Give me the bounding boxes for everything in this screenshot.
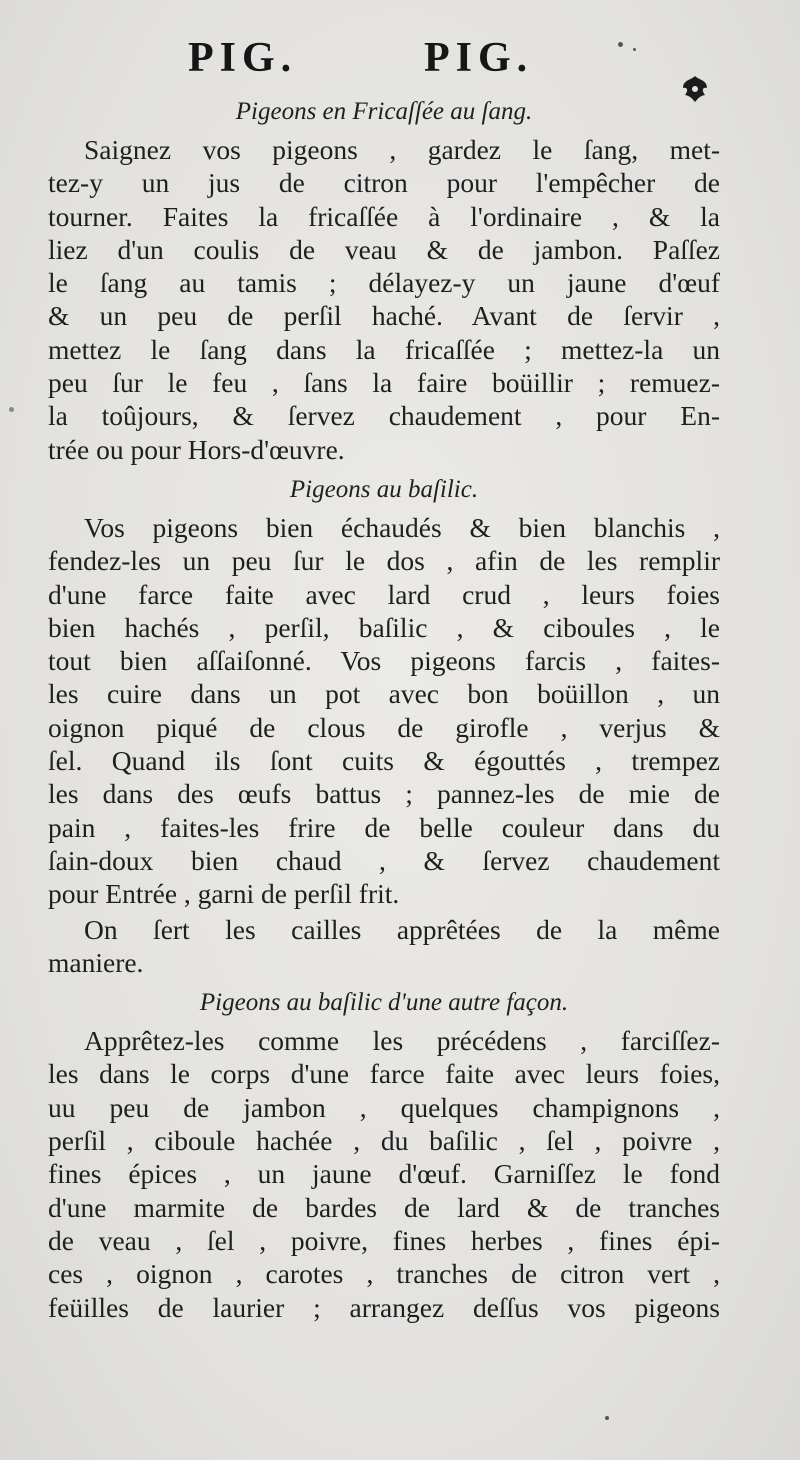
text-line: liez d'un coulis de veau & de jambon. Paſſez <box>48 233 720 265</box>
text-line: ces , oignon , carotes , tranches de citron vert , <box>48 1258 720 1290</box>
text-line: tez-y un jus de citron pour l'empêcher de <box>48 167 720 199</box>
recipe-paragraph <box>48 1024 720 1324</box>
recipe-paragraph <box>48 133 720 466</box>
text-line: tourner. Faites la fricaſſée à l'ordinaire , & la <box>48 200 720 232</box>
text-line: ſain-doux bien chaud , & ſervez chaudement <box>48 844 720 876</box>
text-line: la toûjours, & ſervez chaudement , pour En- <box>48 400 720 432</box>
text-line: & un peu de perſil haché. Avant de ſervir , <box>48 300 720 332</box>
recipe-text <box>48 90 720 1324</box>
text-line: les dans le corps d'une farce faite avec leurs foies, <box>48 1058 720 1090</box>
recipe-heading: Pigeons au baſilic d'une autre façon. <box>199 989 569 1017</box>
recipe-paragraph <box>48 511 720 911</box>
text-line: fendez-les un peu ſur le dos , afin de les remplir <box>48 545 720 577</box>
ink-speck <box>618 42 623 47</box>
text-line: pain , faites-les frire de belle couleur dans du <box>48 811 720 843</box>
text-line: les dans des œufs battus ; pannez-les de mie de <box>48 778 720 810</box>
text-line: oignon piqué de clous de girofle , verjus & <box>48 711 720 743</box>
text-line: peu ſur le feu , ſans la faire boüillir ; remuez- <box>48 367 720 399</box>
text-line: le ſang au tamis ; délayez-y un jaune d'œuf <box>48 267 720 299</box>
text-line: perſil , ciboule hachée , du baſilic , ſel , poivre , <box>48 1125 720 1157</box>
paper-speck <box>605 1416 609 1420</box>
recipe-section <box>48 981 720 1324</box>
text-line: maniere. <box>48 946 144 978</box>
text-line: tout bien aſſaiſonné. Vos pigeons farcis , faites- <box>48 645 720 677</box>
text-line: Vos pigeons bien échaudés & bien blanchis , <box>84 511 720 543</box>
text-line: trée ou pour Hors-d'œuvre. <box>48 433 345 465</box>
recipe-section <box>48 468 720 979</box>
recipe-section <box>48 90 720 466</box>
text-line: bien hachés , perſil, baſilic , & ciboules , le <box>48 611 720 643</box>
running-head-right: PIG. <box>424 35 534 81</box>
text-line: les cuire dans un pot avec bon boüillon , un <box>48 678 720 710</box>
text-line: de veau , ſel , poivre, fines herbes , fines épi- <box>48 1224 720 1256</box>
paper-speck <box>9 407 14 412</box>
text-line: Saignez vos pigeons , gardez le ſang, met- <box>84 134 720 165</box>
ink-speck <box>633 48 636 51</box>
text-line: ſel. Quand ils ſont cuits & égouttés , trempez <box>48 745 720 777</box>
text-line: d'une farce faite avec lard crud , leurs foies <box>48 578 720 610</box>
running-head <box>0 34 800 84</box>
text-line: d'une marmite de bardes de lard & de tranches <box>48 1191 720 1223</box>
recipe-paragraph <box>48 913 720 980</box>
text-line: fines épices , un jaune d'œuf. Garniſſez le fond <box>48 1158 720 1190</box>
text-line: uu peu de jambon , quelques champignons , <box>48 1091 720 1123</box>
recipe-heading: Pigeons en Fricaſſée au ſang. <box>235 98 533 125</box>
text-line: feüilles de laurier ; arrangez deſſus vos pigeons <box>48 1291 720 1323</box>
running-head-left: PIG. <box>188 35 298 81</box>
recipe-heading: Pigeons au baſilic. <box>289 475 479 503</box>
text-line: mettez le ſang dans la fricaſſée ; mettez-la un <box>48 333 720 365</box>
text-line: On ſert les cailles apprêtées de la même <box>84 913 720 945</box>
text-line: pour Entrée , garni de perſil frit. <box>48 878 400 910</box>
text-line: Apprêtez-les comme les précédens , farciſſez- <box>84 1025 720 1057</box>
